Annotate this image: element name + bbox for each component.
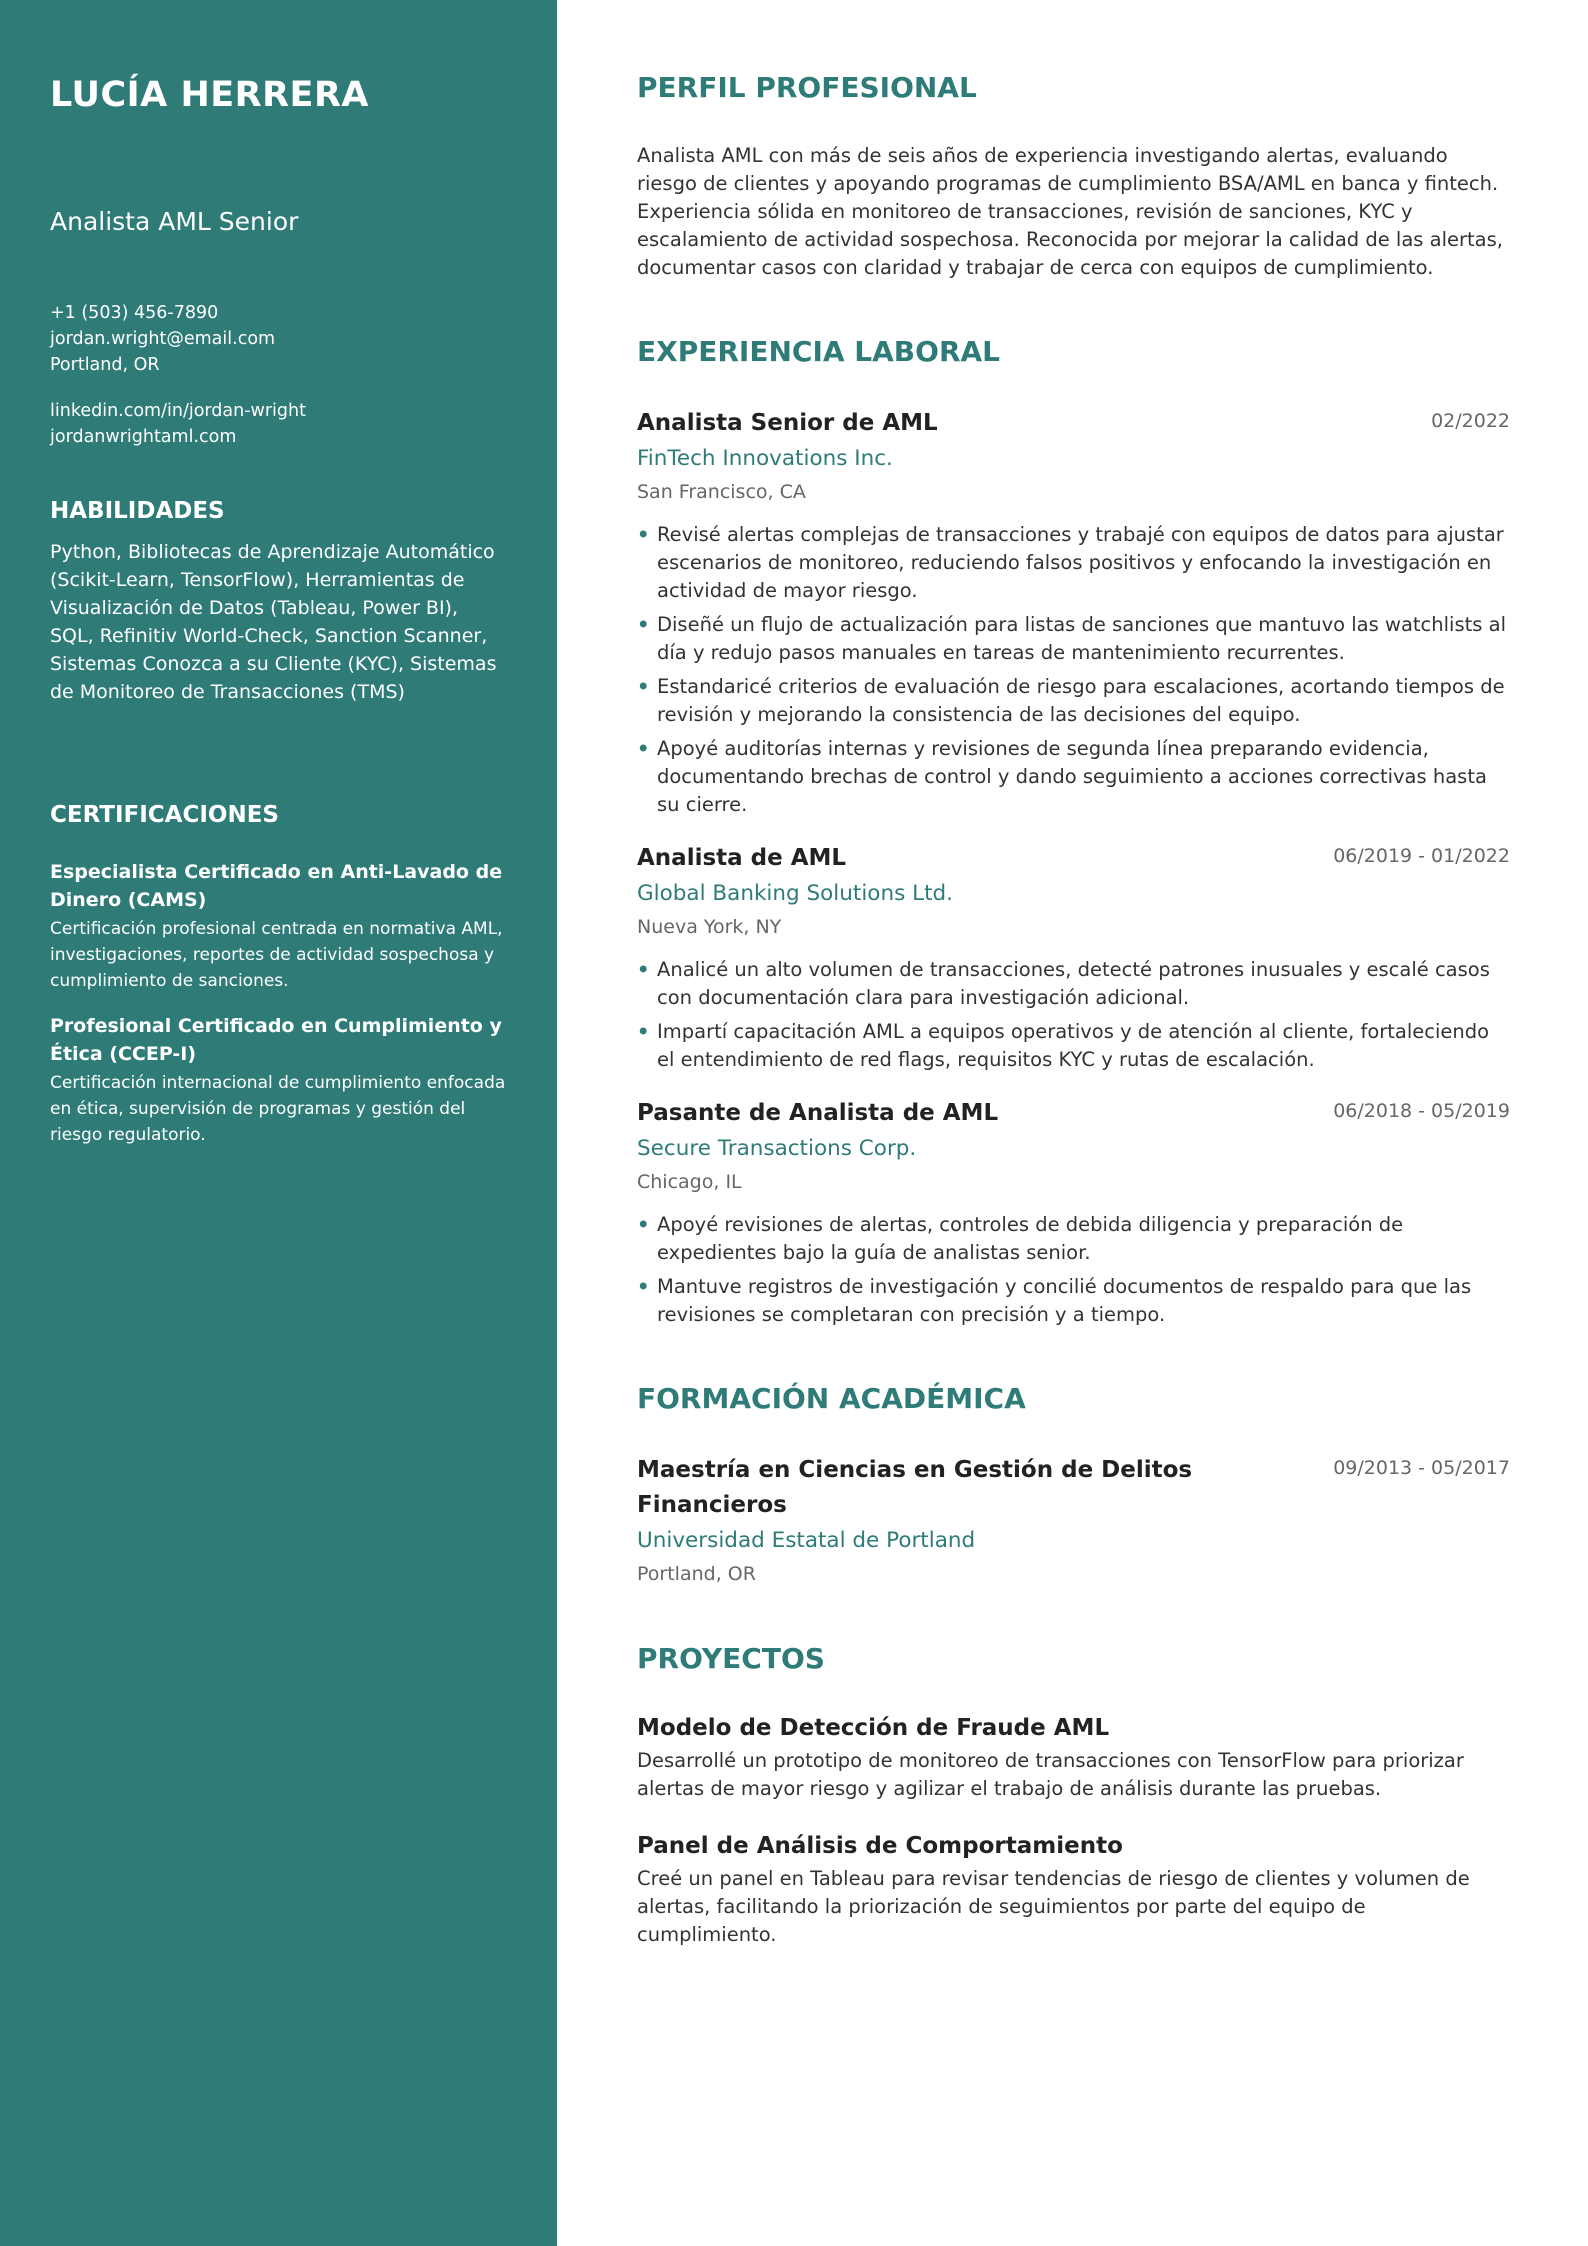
contact-website[interactable]: jordanwrightaml.com (50, 427, 237, 447)
job-title: Pasante de Analista de AML (637, 1100, 999, 1126)
experience-section (637, 334, 1510, 1329)
job-bullet-text: Apoyé auditorías internas y revisiones de segunda línea preparando evidencia, documentando brechas de control y dando seguimiento a acciones correctivas hasta su cierre. (657, 737, 1487, 816)
job-date: 06/2019 - 01/2022 (1333, 845, 1510, 867)
bullet-dot-icon: • (637, 523, 650, 546)
education-heading: FORMACIÓN ACADÉMICA (637, 1382, 1026, 1415)
contact-email[interactable]: jordan.wright@email.com (50, 329, 276, 349)
job-bullet-text: Analicé un alto volumen de transacciones, detecté patrones inusuales y escalé casos con documentación clara para investigación adicional. (657, 958, 1490, 1009)
job-bullet-text: Diseñé un flujo de actualización para listas de sanciones que mantuvo las watchlists al día y redujo pasos manuales en tareas de mantenimiento recurrentes. (657, 613, 1506, 664)
profile-heading: PERFIL PROFESIONAL (637, 71, 977, 104)
contact-phone[interactable]: +1 (503) 456-7890 (50, 303, 219, 323)
job-bullet (637, 1273, 1510, 1329)
job-bullet-text: Apoyé revisiones de alertas, controles de debida diligencia y preparación de expedientes bajo la guía de analistas senior. (657, 1213, 1404, 1264)
bullet-dot-icon: • (637, 613, 650, 636)
job-bullet (637, 521, 1510, 605)
certification-item (50, 1012, 507, 1148)
projects-heading: PROYECTOS (637, 1642, 825, 1675)
bullet-dot-icon: • (637, 958, 650, 981)
job-bullet-text: Impartí capacitación AML a equipos operativos y de atención al cliente, fortaleciendo el entendimiento de red flags, requisitos KYC y rutas de escalación. (657, 1020, 1490, 1071)
contact-linkedin[interactable]: linkedin.com/in/jordan-wright (50, 401, 306, 421)
job-entry (637, 841, 1510, 1074)
school-name: Universidad Estatal de Portland (637, 1528, 976, 1553)
bullet-dot-icon: • (637, 737, 650, 760)
job-bullet-text: Revisé alertas complejas de transacciones y trabajé con equipos de datos para ajustar escenarios de monitoreo, reduciendo falsos positivos y enfocando la investigación en actividad de mayor riesgo. (657, 523, 1504, 602)
certification-description: Certificación internacional de cumplimiento enfocada en ética, supervisión de programas y gestión del riesgo regulatorio. (50, 1073, 506, 1145)
education-date: 09/2013 - 05/2017 (1333, 1457, 1510, 1479)
candidate-title: Analista AML Senior (50, 207, 299, 236)
project-title: Panel de Análisis de Comportamiento (637, 1833, 1123, 1859)
job-bullets (637, 521, 1510, 819)
job-company: Global Banking Solutions Ltd. (637, 881, 954, 906)
job-date: 02/2022 (1431, 410, 1510, 432)
contact-location: Portland, OR (50, 355, 160, 375)
profile-section (637, 70, 1510, 282)
skills-heading: HABILIDADES (50, 498, 225, 524)
job-title: Analista de AML (637, 845, 847, 871)
bullet-dot-icon: • (637, 675, 650, 698)
job-bullets (637, 956, 1510, 1074)
skills-section (50, 496, 507, 706)
bullet-dot-icon: • (637, 1275, 650, 1298)
degree-title: Maestría en Ciencias en Gestión de Delitos Financieros (637, 1457, 1193, 1518)
contact-primary (50, 300, 507, 378)
education-entry (637, 1453, 1510, 1589)
profile-text: Analista AML con más de seis años de experiencia investigando alertas, evaluando riesgo de clientes y apoyando programas de cumplimiento BSA/AML en banca y fintech. Experiencia sólida en monitoreo de transacciones, revisión de sanciones, KYC y escalamiento de actividad sospechosa. Reconocida por mejorar la calidad de las alertas, documentar casos con claridad y trabajar de cerca con equipos de cumplimiento. (637, 144, 1503, 279)
certifications-section (50, 800, 507, 1148)
contact-block (50, 300, 507, 450)
bullet-dot-icon: • (637, 1020, 650, 1043)
job-bullet (637, 735, 1510, 819)
candidate-name: LUCÍA HERRERA (50, 75, 370, 115)
project-description: Desarrollé un prototipo de monitoreo de transacciones con TensorFlow para priorizar alertas de mayor riesgo y agilizar el trabajo de análisis durante las pruebas. (637, 1749, 1464, 1800)
education-section (637, 1381, 1510, 1589)
job-bullet (637, 673, 1510, 729)
experience-list (637, 406, 1510, 1329)
job-company: FinTech Innovations Inc. (637, 446, 893, 471)
main-content (557, 0, 1588, 2246)
certification-description: Certificación profesional centrada en normativa AML, investigaciones, reportes de actividad sospechosa y cumplimiento de sanciones. (50, 919, 503, 991)
job-bullet (637, 1018, 1510, 1074)
job-header (637, 406, 1510, 441)
project-description: Creé un panel en Tableau para revisar tendencias de riesgo de clientes y volumen de alertas, facilitando la priorización de seguimientos por parte del equipo de cumplimiento. (637, 1867, 1470, 1946)
job-bullets (637, 1211, 1510, 1329)
certification-item (50, 858, 507, 994)
project-item (637, 1829, 1510, 1949)
contact-links (50, 398, 507, 450)
job-title: Analista Senior de AML (637, 410, 938, 436)
job-header (637, 841, 1510, 876)
job-location: Nueva York, NY (637, 916, 782, 938)
skills-text: Python, Bibliotecas de Aprendizaje Automático (Scikit-Learn, TensorFlow), Herramientas de Visualización de Datos (Tableau, Power BI), SQL, Refinitiv World-Check, Sanction Scanner, Sistemas Conozca a su Cliente (KYC), Sistemas de Monitoreo de Transacciones (TMS) (50, 541, 497, 703)
certification-title: Profesional Certificado en Cumplimiento y Ética (CCEP-I) (50, 1015, 502, 1065)
job-bullet (637, 956, 1510, 1012)
job-entry (637, 406, 1510, 819)
sidebar (0, 0, 557, 2246)
job-header (637, 1096, 1510, 1131)
bullet-dot-icon: • (637, 1213, 650, 1236)
job-bullet (637, 611, 1510, 667)
projects-section (637, 1641, 1510, 1949)
certifications-heading: CERTIFICACIONES (50, 802, 279, 828)
job-date: 06/2018 - 05/2019 (1333, 1100, 1510, 1122)
certification-title: Especialista Certificado en Anti-Lavado de Dinero (CAMS) (50, 861, 503, 911)
project-item (637, 1711, 1510, 1803)
education-header (637, 1453, 1510, 1523)
job-location: San Francisco, CA (637, 481, 806, 503)
job-bullet (637, 1211, 1510, 1267)
experience-heading: EXPERIENCIA LABORAL (637, 335, 1001, 368)
job-bullet-text: Mantuve registros de investigación y concilié documentos de respaldo para que las revisiones se completaran con precisión y a tiempo. (657, 1275, 1472, 1326)
education-list (637, 1453, 1510, 1589)
job-location: Chicago, IL (637, 1171, 742, 1193)
job-entry (637, 1096, 1510, 1329)
job-bullet-text: Estandaricé criterios de evaluación de riesgo para escalaciones, acortando tiempos de revisión y mejorando la consistencia de las decisiones del equipo. (657, 675, 1505, 726)
project-title: Modelo de Detección de Fraude AML (637, 1715, 1110, 1741)
job-company: Secure Transactions Corp. (637, 1136, 917, 1161)
school-location: Portland, OR (637, 1563, 756, 1585)
